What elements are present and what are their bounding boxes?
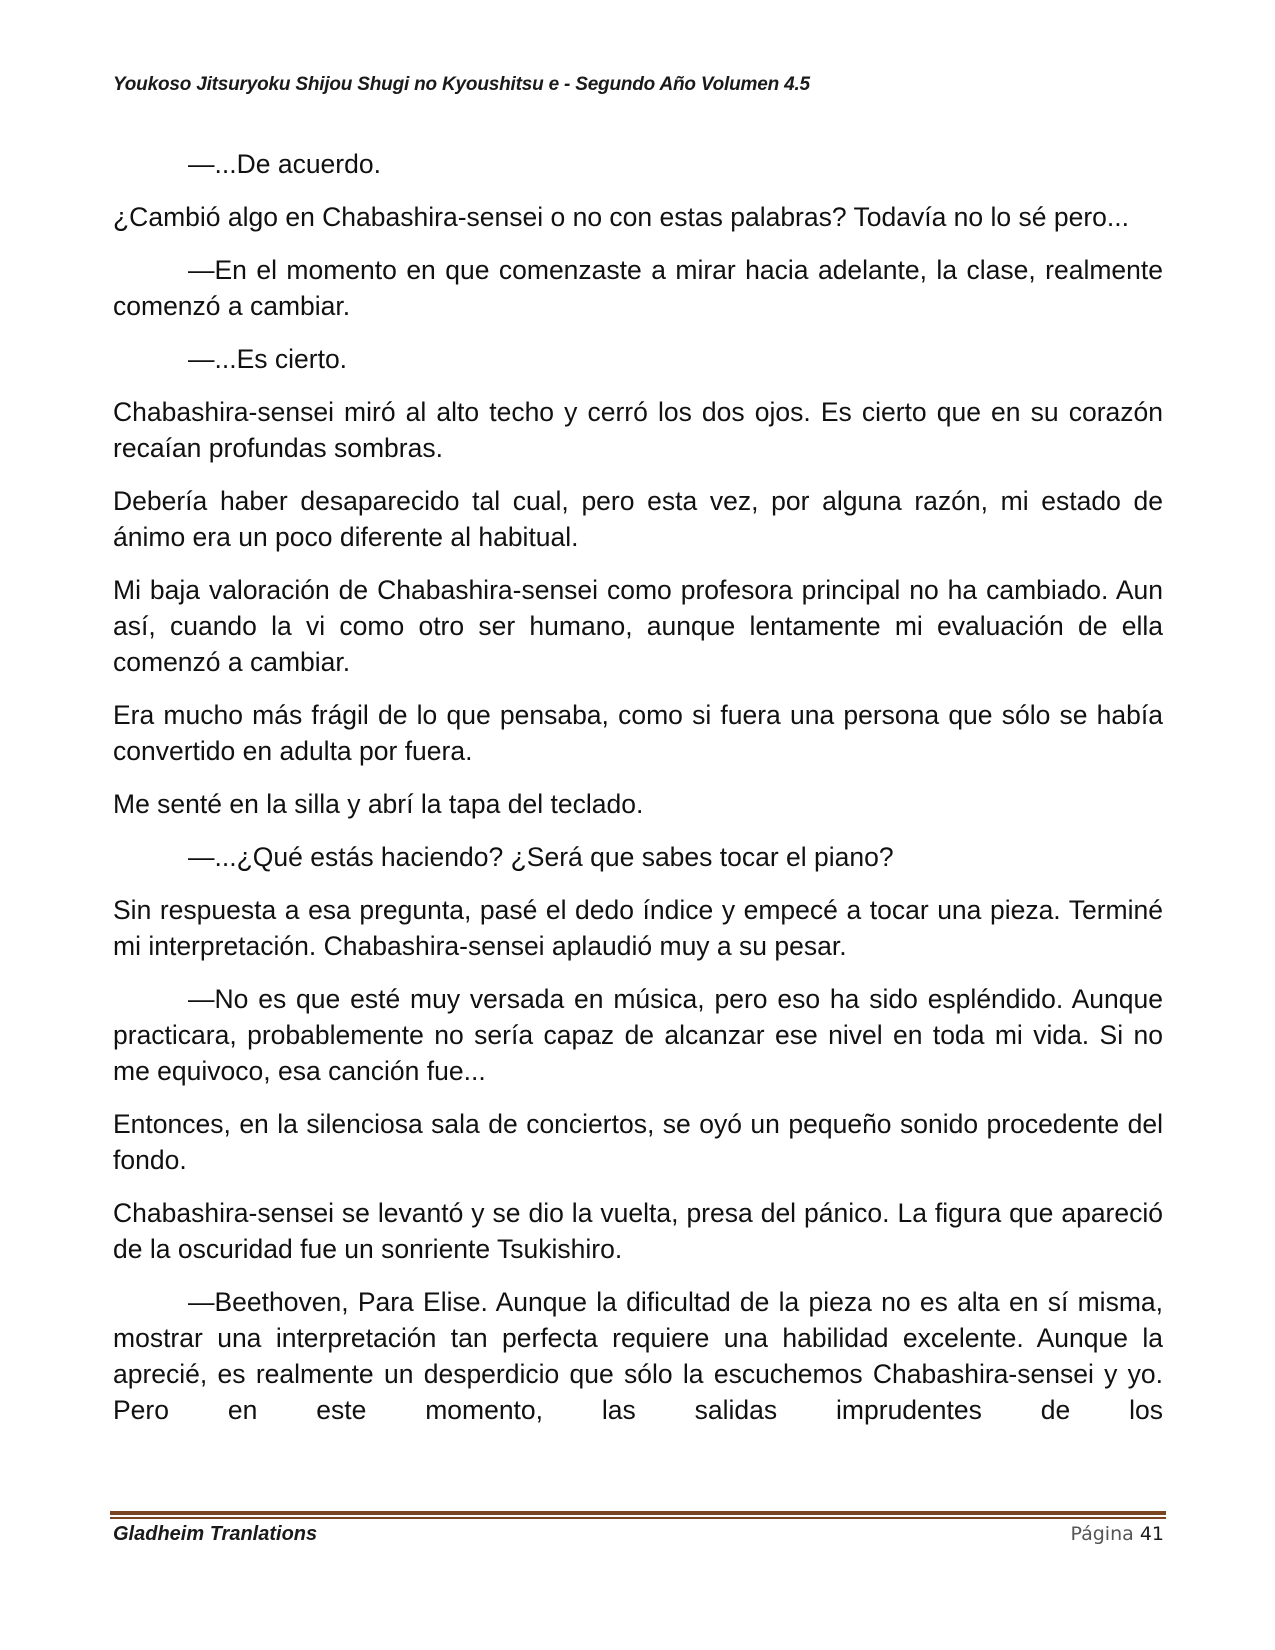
paragraph: —...De acuerdo.	[188, 149, 381, 179]
running-header: Youkoso Jitsuryoku Shijou Shugi no Kyoushitsu e - Segundo Año Volumen 4.5	[113, 74, 810, 95]
paragraph: —No es que esté muy versada en música, pero eso ha sido espléndido. Aunque practicara, probablemente no sería capaz de alcanzar ese nivel en toda mi vida. Si no me equivoco, esa canción fue...	[113, 984, 1163, 1086]
paragraph: —...Es cierto.	[188, 344, 348, 374]
paragraph: Entonces, en la silenciosa sala de conciertos, se oyó un pequeño sonido procedente del fondo.	[113, 1109, 1163, 1175]
paragraph: —En el momento en que comenzaste a mirar hacia adelante, la clase, realmente comenzó a cambiar.	[113, 255, 1163, 321]
paragraph: —...¿Qué estás haciendo? ¿Será que sabes tocar el piano?	[188, 842, 894, 872]
paragraph: Debería haber desaparecido tal cual, pero esta vez, por alguna razón, mi estado de ánimo era un poco diferente al habitual.	[113, 486, 1163, 552]
paragraph: Me senté en la silla y abrí la tapa del teclado.	[113, 789, 644, 819]
footer-divider-thick	[110, 1511, 1166, 1515]
paragraph: Mi baja valoración de Chabashira-sensei como profesora principal no ha cambiado. Aun así, cuando la vi como otro ser humano, aunque lentamente mi evaluación de ella comenzó a cambiar.	[113, 575, 1163, 677]
paragraph: Chabashira-sensei miró al alto techo y cerró los dos ojos. Es cierto que en su corazón recaían profundas sombras.	[113, 397, 1163, 463]
page-label: Página	[1070, 1523, 1134, 1545]
page-body	[113, 146, 1163, 1428]
paragraph: Chabashira-sensei se levantó y se dio la vuelta, presa del pánico. La figura que apareció de la oscuridad fue un sonriente Tsukishiro.	[113, 1198, 1163, 1264]
footer-credit: Gladheim Tranlations	[113, 1523, 318, 1545]
paragraph: ¿Cambió algo en Chabashira-sensei o no con estas palabras? Todavía no lo sé pero...	[113, 202, 1129, 232]
page-number-value: 41	[1139, 1523, 1164, 1545]
paragraph: —Beethoven, Para Elise. Aunque la dificultad de la pieza no es alta en sí misma, mostrar una interpretación tan perfecta requiere una habilidad excelente. Aunque la aprecié, es realmente un desperdicio que sólo la escuchemos Chabashira-sensei y yo. Pero en este momento, las salidas imprudentes de los	[113, 1287, 1163, 1425]
paragraph: Era mucho más frágil de lo que pensaba, como si fuera una persona que sólo se había convertido en adulta por fuera.	[113, 700, 1163, 766]
paragraph: Sin respuesta a esa pregunta, pasé el dedo índice y empecé a tocar una pieza. Terminé mi interpretación. Chabashira-sensei aplaudió muy a su pesar.	[113, 895, 1163, 961]
page-number	[1070, 1523, 1164, 1545]
footer-divider-thin	[110, 1517, 1166, 1519]
